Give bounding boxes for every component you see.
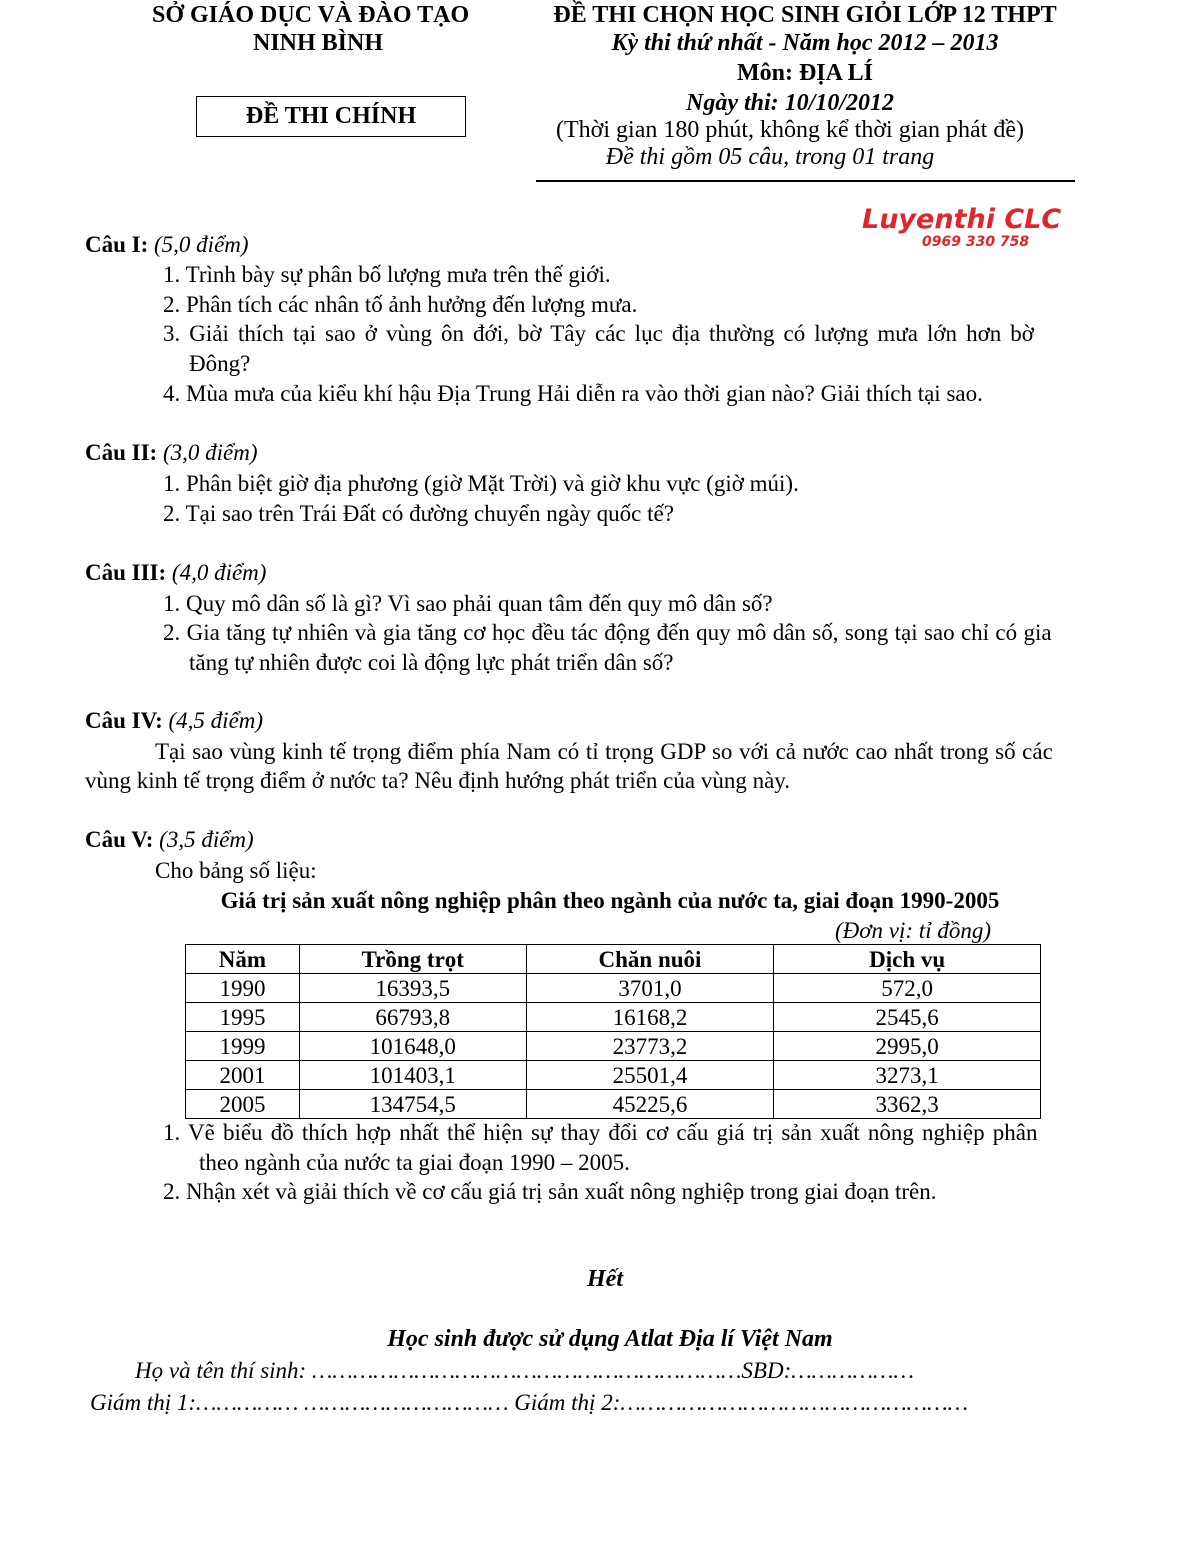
question-3-item-2-cont: tăng tự nhiên được coi là động lực phát triển dân số? xyxy=(189,650,674,675)
table-cell: 3362,3 xyxy=(774,1090,1041,1119)
question-5-item-1-cont: theo ngành của nước ta giai đoạn 1990 – 2005. xyxy=(199,1150,630,1175)
table-header-cell: Chăn nuôi xyxy=(526,945,774,974)
table-cell: 16393,5 xyxy=(299,974,526,1003)
table-cell: 23773,2 xyxy=(526,1032,774,1061)
question-1-item-2: 2. Phân tích các nhân tố ảnh hưởng đến lượng mưa. xyxy=(163,292,638,317)
question-2-label: Câu II: xyxy=(85,440,158,465)
question-3-label: Câu III: xyxy=(85,560,167,585)
table-header-cell: Năm xyxy=(186,945,300,974)
question-3-item-1: 1. Quy mô dân số là gì? Vì sao phải quan tâm đến quy mô dân số? xyxy=(163,591,773,616)
table-cell: 25501,4 xyxy=(526,1061,774,1090)
table-cell: 3701,0 xyxy=(526,974,774,1003)
table-cell: 2995,0 xyxy=(774,1032,1041,1061)
question-5-item-1: 1. Vẽ biểu đồ thích hợp nhất thể hiện sự thay đổi cơ cấu giá trị sản xuất nông nghiệp phân xyxy=(163,1120,1038,1145)
table-header-cell: Trồng trọt xyxy=(299,945,526,974)
table-row xyxy=(186,1003,1041,1032)
question-1-item-3: 3. Giải thích tại sao ở vùng ôn đới, bờ Tây các lục địa thường có lượng mưa lớn hơn bờ xyxy=(163,321,1034,346)
agriculture-value-table xyxy=(185,944,1041,1119)
table-cell: 101648,0 xyxy=(299,1032,526,1061)
table-cell: 16168,2 xyxy=(526,1003,774,1032)
question-4-text-line1: Tại sao vùng kinh tế trọng điểm phía Nam có tỉ trọng GDP so với cả nước cao nhất trong số các xyxy=(155,739,1053,764)
table-cell: 1999 xyxy=(186,1032,300,1061)
question-1-item-4: 4. Mùa mưa của kiểu khí hậu Địa Trung Hải diễn ra vào thời gian nào? Giải thích tại sao. xyxy=(163,381,983,406)
question-2-item-1: 1. Phân biệt giờ địa phương (giờ Mặt Trời) và giờ khu vực (giờ múi). xyxy=(163,471,799,496)
exam-date: Ngày thi: 10/10/2012 xyxy=(686,90,894,116)
question-2-points: (3,0 điểm) xyxy=(162,440,258,465)
exam-session: Kỳ thi thứ nhất - Năm học 2012 – 2013 xyxy=(611,30,999,56)
question-3-item-2: 2. Gia tăng tự nhiên và gia tăng cơ học đều tác động đến quy mô dân số, song tại sao chỉ có gia xyxy=(163,620,1052,645)
question-1-points: (5,0 điểm) xyxy=(154,232,249,257)
table-cell: 1995 xyxy=(186,1003,300,1032)
end-marker: Hết xyxy=(587,1266,623,1292)
org-name-line2: NINH BÌNH xyxy=(253,30,384,56)
table-header-cell: Dịch vụ xyxy=(774,945,1041,974)
table-row xyxy=(186,1061,1041,1090)
question-5-points: (3,5 điểm) xyxy=(159,827,254,852)
question-2-heading xyxy=(85,440,258,466)
candidate-info-line: Họ và tên thí sinh: ………………………………………………………SBD:……………… xyxy=(135,1358,914,1383)
question-3-points: (4,0 điểm) xyxy=(171,560,267,585)
table-row xyxy=(186,974,1041,1003)
table-row xyxy=(186,1090,1041,1119)
watermark-brand: Luyenthi CLC xyxy=(862,204,1062,235)
exam-subject: Môn: ĐỊA LÍ xyxy=(736,60,874,86)
table-cell: 45225,6 xyxy=(526,1090,774,1119)
table-cell: 66793,8 xyxy=(299,1003,526,1032)
table-title: Giá trị sản xuất nông nghiệp phân theo ngành của nước ta, giai đoạn 1990-2005 xyxy=(220,888,1000,913)
table-unit: (Đơn vị: tỉ đồng) xyxy=(835,918,991,943)
question-2-item-2: 2. Tại sao trên Trái Đất có đường chuyển ngày quốc tế? xyxy=(163,501,674,526)
table-cell: 1990 xyxy=(186,974,300,1003)
question-4-text-line2: vùng kinh tế trọng điểm ở nước ta? Nêu định hướng phát triển của vùng này. xyxy=(85,768,791,793)
table-cell: 3273,1 xyxy=(774,1061,1041,1090)
official-exam-label: ĐỀ THI CHÍNH xyxy=(196,96,466,137)
exam-page-count: Đề thi gồm 05 câu, trong 01 trang xyxy=(605,144,935,170)
question-5-heading xyxy=(85,827,254,853)
exam-title: ĐỀ THI CHỌN HỌC SINH GIỎI LỚP 12 THPT xyxy=(553,2,1057,28)
question-1-heading xyxy=(85,232,249,258)
question-4-heading xyxy=(85,708,263,734)
atlas-note: Học sinh được sử dụng Atlat Địa lí Việt Nam xyxy=(387,1326,833,1352)
question-5-intro: Cho bảng số liệu: xyxy=(155,858,317,883)
table-row xyxy=(186,1032,1041,1061)
table-cell: 2545,6 xyxy=(774,1003,1041,1032)
question-1-item-3-cont: Đông? xyxy=(189,351,251,376)
question-5-item-2: 2. Nhận xét và giải thích về cơ cấu giá trị sản xuất nông nghiệp trong giai đoạn trên. xyxy=(163,1179,937,1204)
proctor-signature-line: Giám thị 1:…………… ………………………… Giám thị 2:…………………………………………… xyxy=(90,1390,969,1415)
table-cell: 134754,5 xyxy=(299,1090,526,1119)
question-5-label: Câu V: xyxy=(85,827,154,852)
table-cell: 572,0 xyxy=(774,974,1041,1003)
question-1-label: Câu I: xyxy=(85,232,149,257)
header-divider xyxy=(536,180,1075,182)
question-3-heading xyxy=(85,560,266,586)
watermark-phone: 0969 330 758 xyxy=(922,234,1030,250)
question-4-label: Câu IV: xyxy=(85,708,163,733)
table-header-row xyxy=(186,945,1041,974)
question-1-item-1: 1. Trình bày sự phân bố lượng mưa trên thế giới. xyxy=(163,262,611,287)
table-cell: 2001 xyxy=(186,1061,300,1090)
question-4-points: (4,5 điểm) xyxy=(168,708,264,733)
table-cell: 2005 xyxy=(186,1090,300,1119)
exam-duration: (Thời gian 180 phút, không kể thời gian phát đề) xyxy=(556,117,1024,143)
org-name-line1: SỞ GIÁO DỤC VÀ ĐÀO TẠO xyxy=(152,2,470,28)
table-cell: 101403,1 xyxy=(299,1061,526,1090)
